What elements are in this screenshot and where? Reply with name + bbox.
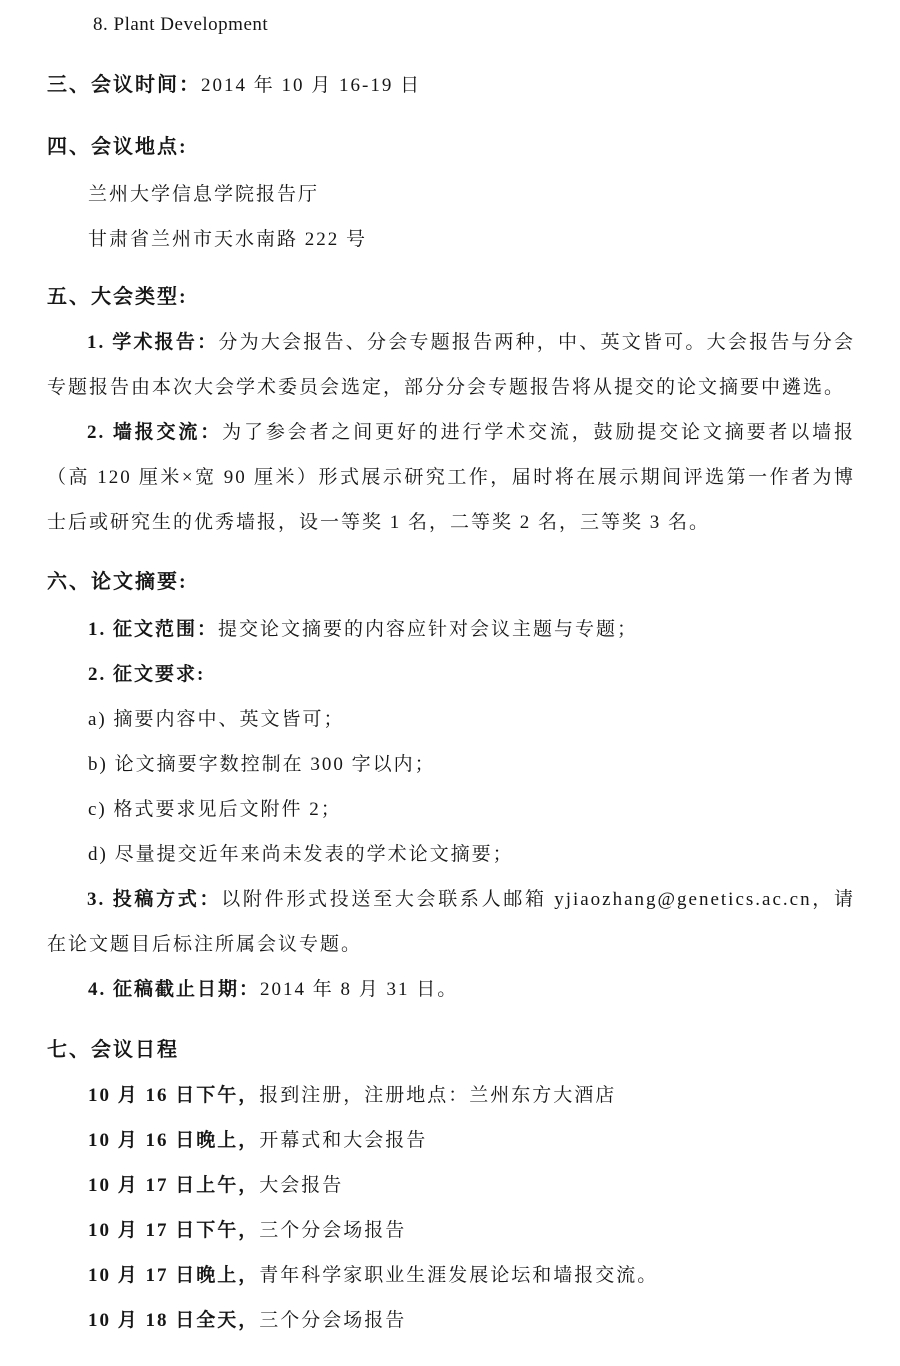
schedule-time: 10 月 16 日下午， xyxy=(88,1085,260,1106)
topic-list-item-8: 8. Plant Development xyxy=(93,14,269,35)
academic-reports-label: 1. 学术报告： xyxy=(87,332,219,353)
section-heading-schedule: 七、会议日程 xyxy=(47,1039,179,1061)
section-heading-conference-types: 五、大会类型: xyxy=(47,286,188,308)
schedule-item-oct16-afternoon xyxy=(47,1073,855,1118)
schedule-event: 三个分会场报告 xyxy=(259,1310,407,1331)
meeting-time-label: 三、会议时间： xyxy=(47,74,201,96)
schedule-item-oct17-evening xyxy=(47,1253,855,1298)
section-heading-paper-abstract: 六、论文摘要: xyxy=(47,571,188,593)
poster-exchange-text: 为了参会者之间更好的进行学术交流，鼓励提交论文摘要者以墙报（高 120 厘米×宽 90 厘米）形式展示研究工作，届时将在展示期间评选第一作者为博士后或研究生的优秀墙报，设一等奖 1 名，二等奖 2 名，三等奖 3 名。 xyxy=(47,422,855,533)
requirement-item-c: c) 格式要求见后文附件 2； xyxy=(88,799,342,820)
schedule-item-oct18-allday xyxy=(47,1298,855,1343)
section-heading-meeting-venue: 四、会议地点: xyxy=(47,136,188,158)
requirement-item-b: b) 论文摘要字数控制在 300 字以内； xyxy=(88,754,436,775)
schedule-event: 报到注册，注册地点：兰州东方大酒店 xyxy=(259,1085,617,1106)
abstract-scope-label: 1. 征文范围： xyxy=(88,619,219,640)
requirement-item-a: a) 摘要内容中、英文皆可； xyxy=(88,709,345,730)
abstract-scope-line xyxy=(47,607,855,652)
section-heading-meeting-time xyxy=(47,63,855,108)
schedule-event: 青年科学家职业生涯发展论坛和墙报交流。 xyxy=(259,1265,659,1286)
schedule-event: 开幕式和大会报告 xyxy=(259,1130,428,1151)
submission-deadline-label: 4. 征稿截止日期： xyxy=(88,979,261,1000)
paragraph-submission-method xyxy=(47,877,855,967)
schedule-item-oct17-afternoon xyxy=(47,1208,855,1253)
schedule-time: 10 月 16 日晚上， xyxy=(88,1130,260,1151)
poster-exchange-label: 2. 墙报交流： xyxy=(87,422,223,443)
schedule-time: 10 月 18 日全天， xyxy=(88,1310,260,1331)
schedule-item-oct16-evening xyxy=(47,1118,855,1163)
meeting-time-value: 2014 年 10 月 16-19 日 xyxy=(201,75,422,96)
submission-deadline-text: 2014 年 8 月 31 日。 xyxy=(260,979,459,1000)
submission-method-label: 3. 投稿方式： xyxy=(87,889,222,910)
schedule-time: 10 月 17 日上午， xyxy=(88,1175,260,1196)
schedule-time: 10 月 17 日下午， xyxy=(88,1220,260,1241)
abstract-requirements-heading: 2. 征文要求: xyxy=(88,664,206,685)
submission-deadline-line xyxy=(47,967,855,1012)
submission-method-text: 以附件形式投送至大会联系人邮箱 yjiaozhang@genetics.ac.cn，请在论文题目后标注所属会议专题。 xyxy=(47,889,855,955)
schedule-event: 大会报告 xyxy=(259,1175,344,1196)
schedule-event: 三个分会场报告 xyxy=(259,1220,407,1241)
paragraph-academic-reports xyxy=(47,320,855,410)
venue-hall-line: 兰州大学信息学院报告厅 xyxy=(88,184,320,205)
paragraph-poster-exchange xyxy=(47,410,855,545)
venue-address-line: 甘肃省兰州市天水南路 222 号 xyxy=(88,229,368,250)
abstract-scope-text: 提交论文摘要的内容应针对会议主题与专题； xyxy=(218,619,639,640)
academic-reports-text: 分为大会报告、分会专题报告两种，中、英文皆可。大会报告与分会专题报告由本次大会学术委员会选定，部分分会专题报告将从提交的论文摘要中遴选。 xyxy=(47,332,855,398)
schedule-item-oct17-morning xyxy=(47,1163,855,1208)
schedule-time: 10 月 17 日晚上， xyxy=(88,1265,260,1286)
requirement-item-d: d) 尽量提交近年来尚未发表的学术论文摘要； xyxy=(88,844,514,865)
